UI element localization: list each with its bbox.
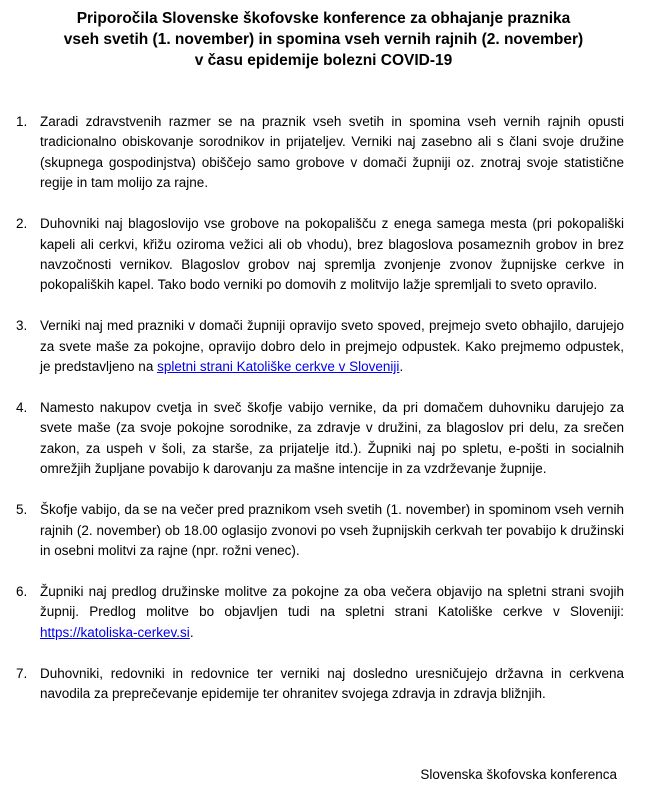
document-title <box>0 8 647 71</box>
title-line: Priporočila Slovenske škofovske konference za obhajanje praznika <box>76 10 571 27</box>
item-text-end: . <box>399 359 404 375</box>
title-line: v času epidemije bolezni COVID-19 <box>194 52 453 69</box>
list-item <box>16 398 624 480</box>
list-item <box>16 582 624 643</box>
item-text: Namesto nakupov cvetja in sveč škofje vabijo vernike, da pri domačem duhovniku darujejo za svete maše (za svoje pokojne sorodnike, za zdravje v družini, za blagoslov pri delu, za srečen zakon, za uspeh v šoli, za starše, za prijatelje itd.). Župniki naj po spletu, e-pošti in socialnih omrežjih župljane povabijo k darovanju za mašne intencije in za vzdrževanje župnije. <box>40 399 624 477</box>
katoliska-cerkev-url-link[interactable]: https://katoliska-cerkev.si <box>40 624 190 640</box>
item-text: Zaradi zdravstvenih razmer se na praznik vseh svetih in spomina vseh vernih rajnih opusti tradicionalno obiskovanje sorodnikov in prijateljev. Verniki naj zasebno ali s člani svoje družine (skupnega gospodinjstva) obiščejo samo grobove v domači župniji oz. znotraj svoje statistične regije in tam molijo za rajne. <box>40 114 624 191</box>
list-item <box>16 500 624 561</box>
item-number: 6. <box>16 583 28 599</box>
item-number: 2. <box>16 216 28 232</box>
recommendations-list <box>16 112 624 725</box>
item-number: 3. <box>16 318 28 334</box>
katoliska-cerkev-link[interactable]: spletni strani Katoliške cerkve v Sloveniji <box>157 359 400 375</box>
item-number: 1. <box>16 114 28 129</box>
item-text-end: . <box>189 624 194 640</box>
item-text: Škofje vabijo, da se na večer pred praznikom vseh svetih (1. november) in spominom vseh vernih rajnih (2. november) ob 18.00 oglasijo zvonovi po vseh župnijskih cerkvah ter povabijo k družinski in osebni molitvi za rajne (npr. rožni venec). <box>40 502 624 558</box>
item-number: 7. <box>16 665 28 681</box>
signature: Slovenska škofovska konferenca <box>420 767 617 782</box>
item-text: Duhovniki naj blagoslovijo vse grobove na pokopališču z enega samega mesta (pri pokopališki kapeli ali cerkvi, křižu oziroma vežici ali ob vhodu), brez blagoslova posameznih grobov in brez navzočnosti vernikov. Blagoslov grobov naj spremlja zvonjenje zvonov župnijske cerkve in pokopaliških kapel. Tako bodo verniki po domovih z molitvijo lažje spremljali to sveto opravilo. <box>40 216 624 293</box>
list-item <box>16 214 624 296</box>
item-text: Verniki naj med prazniki v domači župniji opravijo sveto spoved, prejmejo sveto obhajilo, darujejo za svete maše za pokojne, opravijo dobro delo in prejmejo odpustek. Kako prejmemo odpustek, je predstavljeno na <box>40 318 624 375</box>
item-number: 5. <box>16 502 28 518</box>
list-item <box>16 664 624 705</box>
item-number: 4. <box>16 399 28 415</box>
item-text: Duhovniki, redovniki in redovnice ter verniki naj dosledno uresničujejo državna in cerkvena navodila za preprečevanje epidemije ter ohranitev svojega zdravja in zdravja bližnjih. <box>40 665 624 701</box>
title-line: vseh svetih (1. november) in spomina vseh vernih rajnih (2. november) <box>63 31 584 48</box>
list-item <box>16 316 624 377</box>
item-text: Župniki naj predlog družinske molitve za pokojne za oba večera objavijo na spletni strani svojih župnij. Predlog molitve bo objavljen tudi na spletni strani Katoliške cerkve v Sloveniji: <box>40 583 624 620</box>
list-item <box>16 112 624 194</box>
